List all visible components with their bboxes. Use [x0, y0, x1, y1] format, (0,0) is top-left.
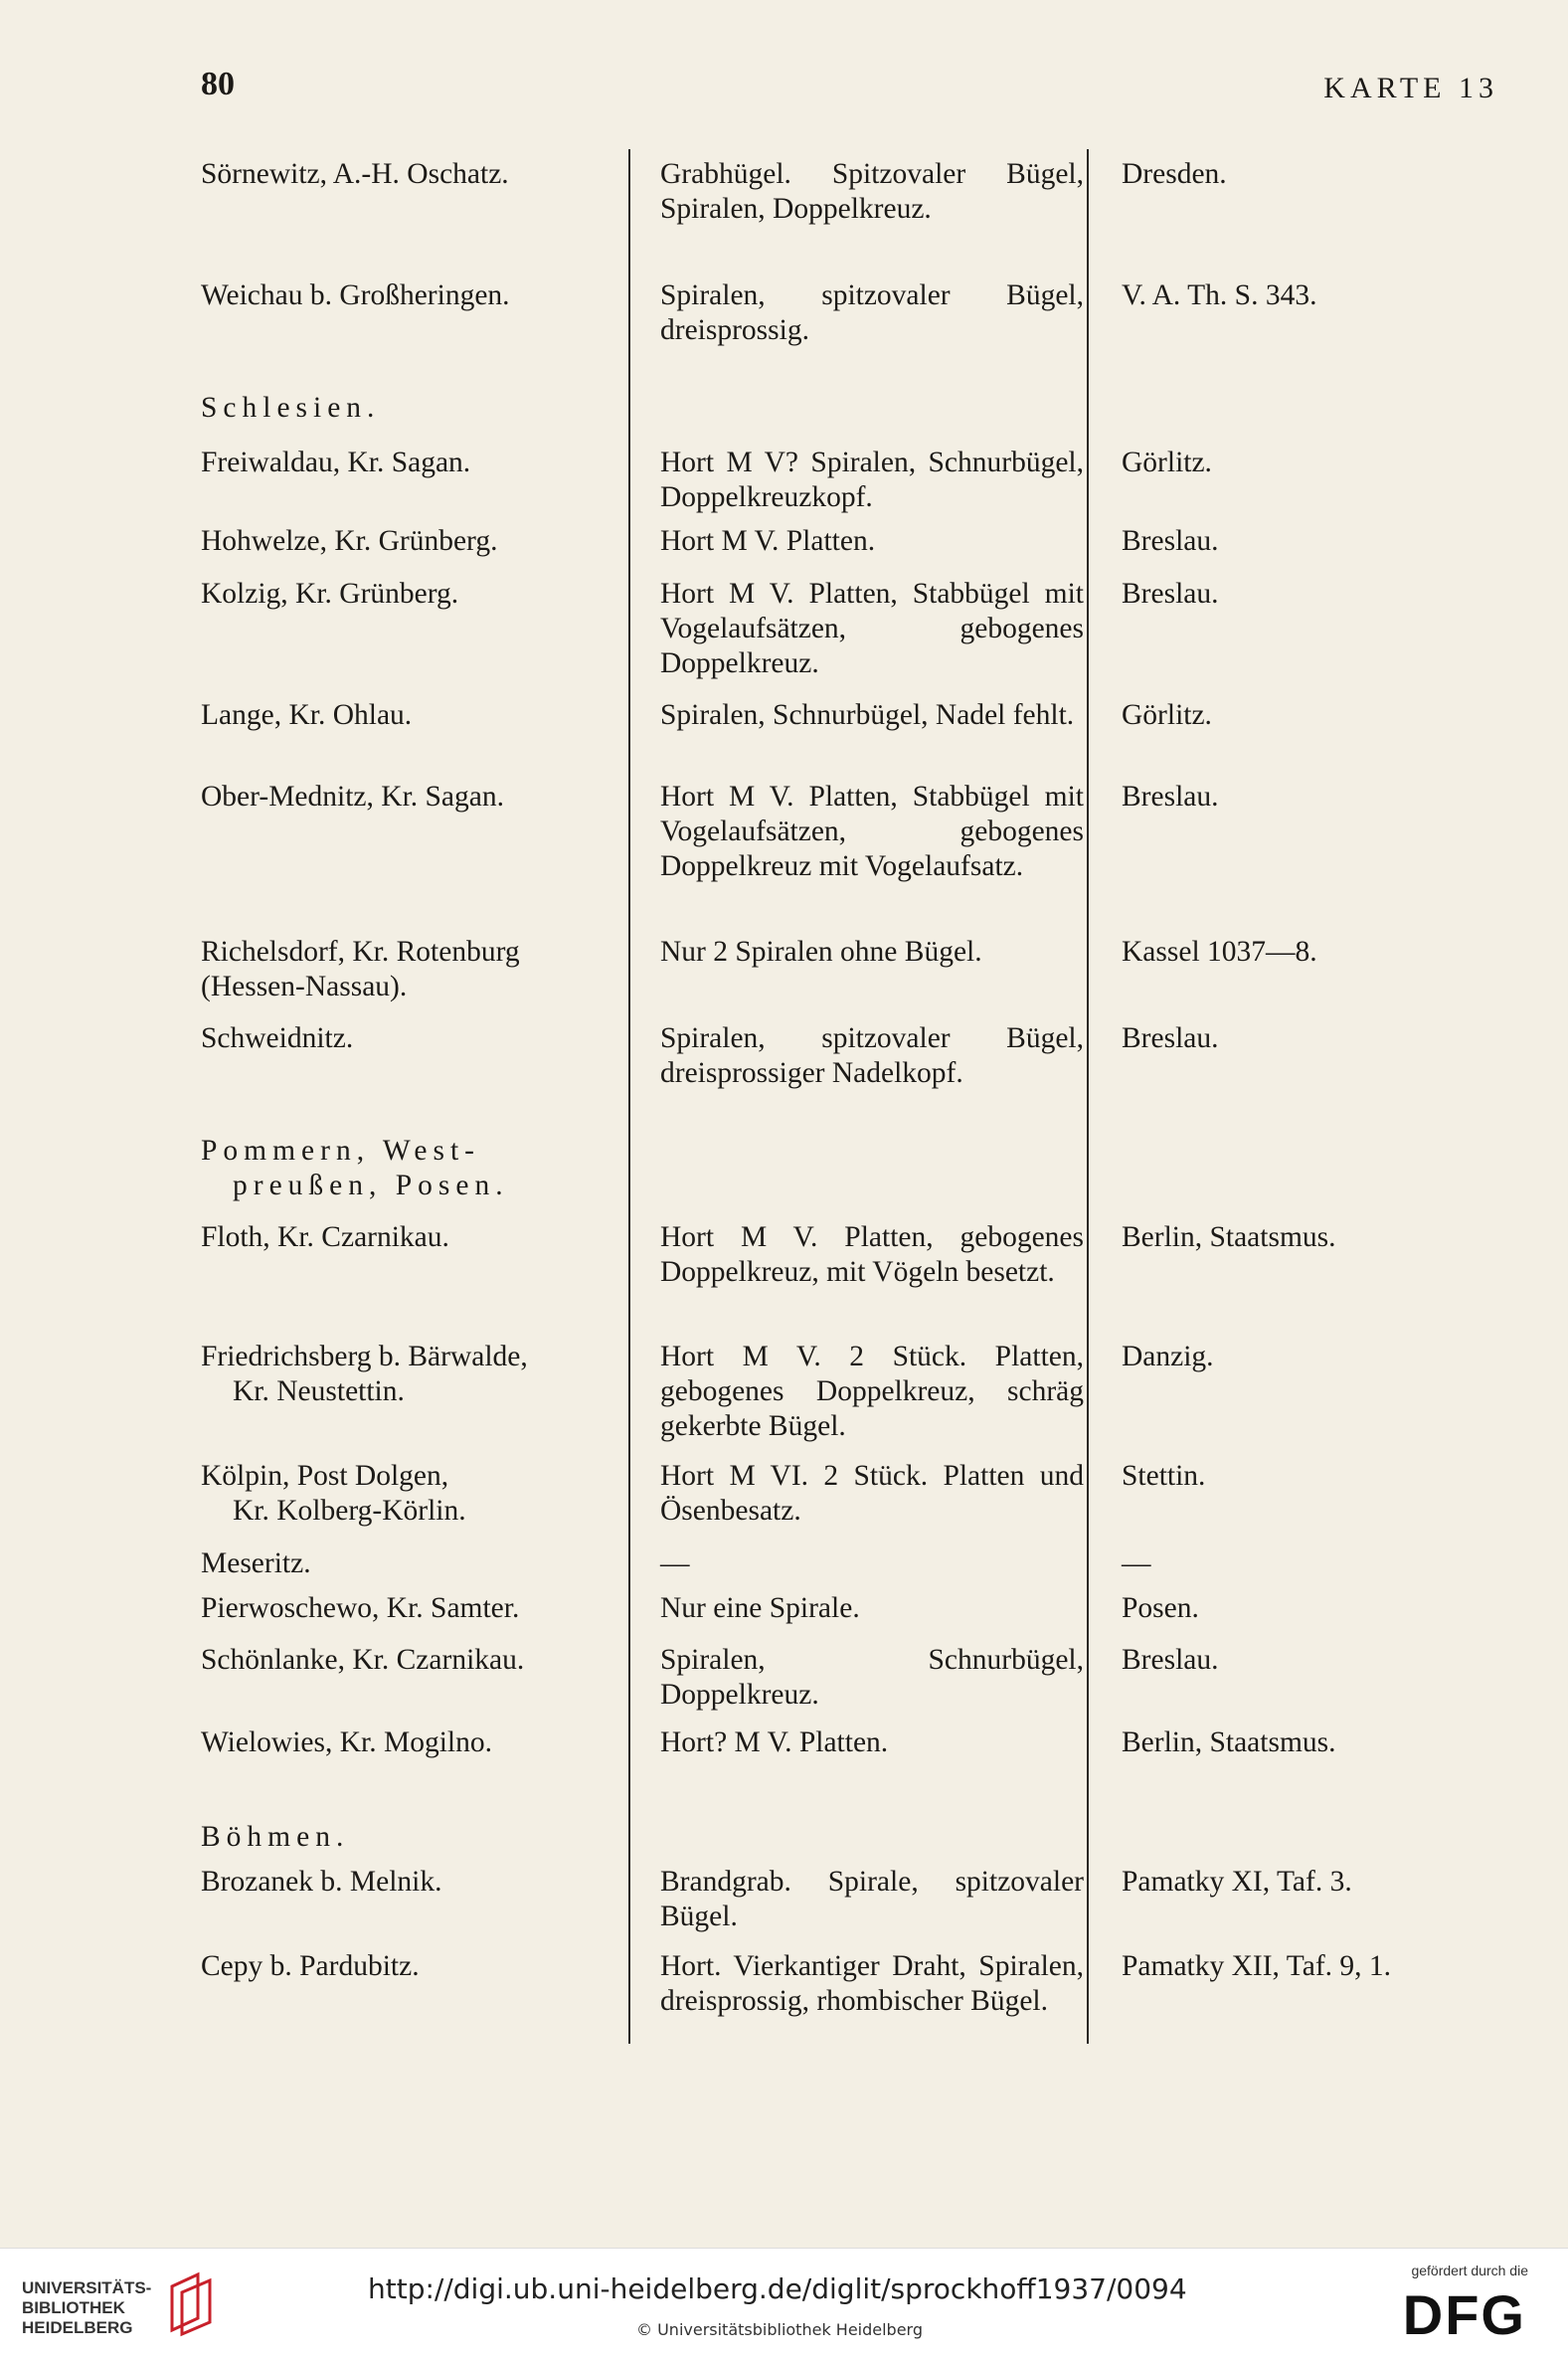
finds-cell: Nur eine Spirale.: [660, 1592, 860, 1624]
finds-cell: Spiralen, Schnurbügel, Nadel fehlt.: [660, 699, 1075, 731]
page-header: KARTE 13: [1323, 72, 1498, 104]
section-heading: Pommern, West-: [201, 1135, 481, 1167]
location-cell: Pamatky XII, Taf. 9, 1.: [1122, 1950, 1392, 1982]
location-cell: Berlin, Staatsmus.: [1122, 1221, 1336, 1253]
permalink-url[interactable]: http://digi.ub.uni-heidelberg.de/diglit/sprockhoff1937/0094: [368, 2272, 1187, 2305]
dfg-logo: DFG: [1402, 2283, 1526, 2346]
location-cell: Breslau.: [1122, 525, 1219, 557]
funding-note: gefördert durch die: [1411, 2263, 1528, 2278]
finds-cell: Hort M VI. 2 Stück. Platten und Ösenbesatz.: [660, 1460, 1084, 1527]
library-name: UNIVERSITÄTS- BIBLIOTHEK HEIDELBERG: [22, 2278, 152, 2337]
place-cell-continued: (Hessen-Nassau).: [201, 971, 408, 1002]
location-cell: Breslau.: [1122, 1022, 1219, 1054]
finds-cell: Hort M V. Platten, Stabbügel mit Vogelaufsätzen, gebogenes Doppelkreuz mit Vogelaufsatz.: [660, 781, 1084, 882]
place-cell: Friedrichsberg b. Bärwalde,: [201, 1341, 528, 1372]
finds-cell: Spiralen, spitzovaler Bügel, dreisprossiger Nadelkopf.: [660, 1022, 1084, 1089]
place-cell: Ober-Mednitz, Kr. Sagan.: [201, 781, 504, 813]
location-cell: Dresden.: [1122, 158, 1227, 190]
column-divider-right: [1087, 149, 1089, 2044]
place-cell-continued: Kr. Kolberg-Körlin.: [233, 1495, 466, 1527]
place-cell: Floth, Kr. Czarnikau.: [201, 1221, 449, 1253]
location-cell: Berlin, Staatsmus.: [1122, 1726, 1336, 1758]
location-cell: Breslau.: [1122, 781, 1219, 813]
location-cell: Kassel 1037—8.: [1122, 936, 1317, 968]
finds-cell: Hort. Vierkantiger Draht, Spiralen, dreisprossig, rhombischer Bügel.: [660, 1950, 1084, 2017]
finds-cell: Hort M V. Platten, gebogenes Doppelkreuz, mit Vögeln besetzt.: [660, 1221, 1084, 1288]
place-cell: Richelsdorf, Kr. Rotenburg: [201, 936, 520, 968]
location-cell: Görlitz.: [1122, 447, 1212, 478]
section-heading: Böhmen.: [201, 1821, 350, 1853]
place-cell: Kölpin, Post Dolgen,: [201, 1460, 449, 1492]
place-cell: Cepy b. Pardubitz.: [201, 1950, 420, 1982]
finds-cell: Grabhügel. Spitzovaler Bügel, Spiralen, Doppelkreuz.: [660, 158, 1084, 225]
place-cell: Hohwelze, Kr. Grünberg.: [201, 525, 498, 557]
place-cell: Kolzig, Kr. Grünberg.: [201, 578, 459, 610]
location-cell: Danzig.: [1122, 1341, 1214, 1372]
location-cell: Görlitz.: [1122, 699, 1212, 731]
place-cell: Sörnewitz, A.-H. Oschatz.: [201, 158, 509, 190]
finds-cell: Hort M V. 2 Stück. Platten, gebogenes Doppelkreuz, schräg gekerbte Bügel.: [660, 1341, 1084, 1442]
copyright-notice: © Universitätsbibliothek Heidelberg: [636, 2320, 924, 2339]
finds-cell: Hort? M V. Platten.: [660, 1726, 889, 1758]
place-cell: Wielowies, Kr. Mogilno.: [201, 1726, 492, 1758]
finds-cell: Brandgrab. Spirale, spitzovaler Bügel.: [660, 1866, 1084, 1932]
place-cell: Weichau b. Großheringen.: [201, 279, 510, 311]
place-cell: Pierwoschewo, Kr. Samter.: [201, 1592, 520, 1624]
section-heading-continued: preußen, Posen.: [233, 1170, 509, 1201]
place-cell: Meseritz.: [201, 1547, 311, 1579]
finds-cell: Hort M V. Platten, Stabbügel mit Vogelaufsätzen, gebogenes Doppelkreuz.: [660, 578, 1084, 679]
finds-cell: Hort M V. Platten.: [660, 525, 876, 557]
location-cell: Stettin.: [1122, 1460, 1206, 1492]
page-number: 80: [201, 66, 235, 102]
place-cell: Schweidnitz.: [201, 1022, 354, 1054]
library-logo-icon: [164, 2268, 224, 2343]
footer-bar: [0, 2248, 1568, 2359]
place-cell: Lange, Kr. Ohlau.: [201, 699, 413, 731]
location-cell: Breslau.: [1122, 1644, 1219, 1676]
place-cell-continued: Kr. Neustettin.: [233, 1375, 405, 1407]
finds-cell: —: [660, 1547, 690, 1579]
location-cell: Posen.: [1122, 1592, 1199, 1624]
place-cell: Schönlanke, Kr. Czarnikau.: [201, 1644, 525, 1676]
column-divider-left: [628, 149, 630, 2044]
location-cell: —: [1122, 1547, 1151, 1579]
finds-cell: Hort M V? Spiralen, Schnurbügel, Doppelkreuzkopf.: [660, 447, 1084, 513]
finds-cell: Nur 2 Spiralen ohne Bügel.: [660, 936, 982, 968]
place-cell: Freiwaldau, Kr. Sagan.: [201, 447, 471, 478]
location-cell: V. A. Th. S. 343.: [1122, 279, 1317, 311]
location-cell: Breslau.: [1122, 578, 1219, 610]
section-heading: Schlesien.: [201, 392, 381, 424]
location-cell: Pamatky XI, Taf. 3.: [1122, 1866, 1352, 1898]
place-cell: Brozanek b. Melnik.: [201, 1866, 442, 1898]
finds-cell: Spiralen, spitzovaler Bügel, dreisprossig.: [660, 279, 1084, 346]
finds-cell: Spiralen, Schnurbügel, Doppelkreuz.: [660, 1644, 1084, 1711]
